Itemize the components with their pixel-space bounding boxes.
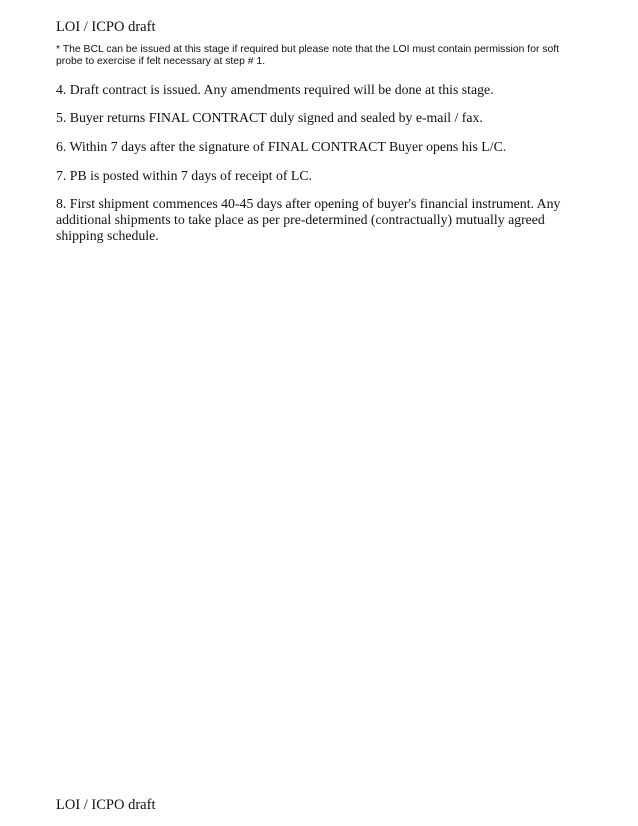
page-footer: LOI / ICPO draft <box>56 797 156 813</box>
page-header: LOI / ICPO draft <box>56 19 156 35</box>
step-item-4: 4. Draft contract is issued. Any amendments required will be done at this stage. <box>56 82 494 97</box>
step-item-6: 6. Within 7 days after the signature of FINAL CONTRACT Buyer opens his L/C. <box>56 139 507 154</box>
step-item-8: 8. First shipment commences 40-45 days after opening of buyer's financial instrument. Any additional shipments to take place as per pre-determined (contractually) mutually agreed shipping schedule. <box>56 196 561 243</box>
step-item-5: 5. Buyer returns FINAL CONTRACT duly signed and sealed by e-mail / fax. <box>56 110 483 125</box>
step-item-7: 7. PB is posted within 7 days of receipt of LC. <box>56 168 312 183</box>
bcl-note: * The BCL can be issued at this stage if required but please note that the LOI must contain permission for soft probe to exercise if felt necessary at step # 1. <box>56 44 560 67</box>
